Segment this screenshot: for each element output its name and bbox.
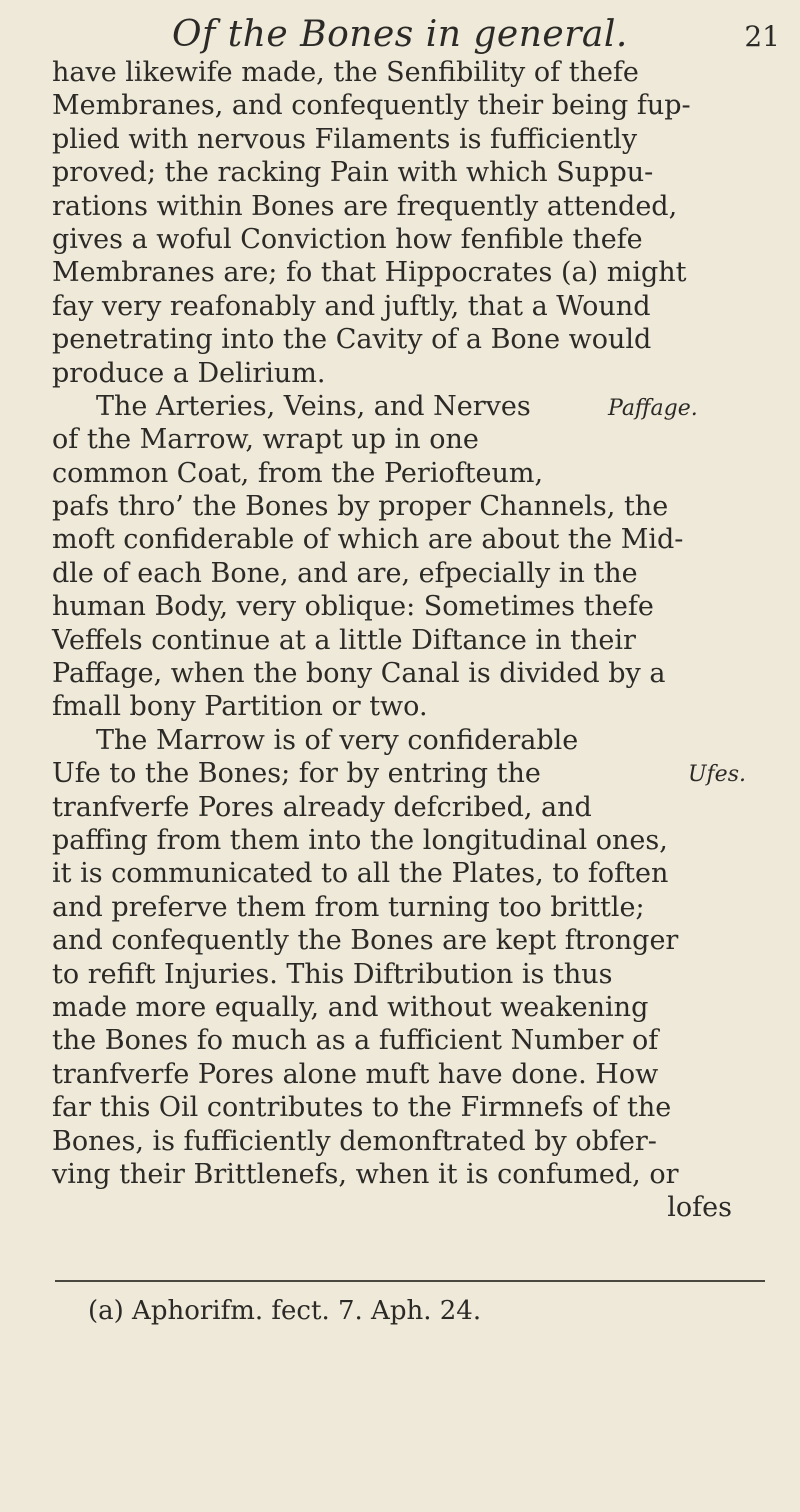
text-line: have likewife made, the Senfibility of thefe	[52, 57, 639, 88]
text-line: dle of each Bone, and are, efpecially in the	[52, 557, 638, 589]
text-line: Membranes, and confequently their being fup-	[52, 90, 691, 122]
text-line: far this Oil contributes to the Firmnefs of the	[52, 1092, 672, 1124]
text-line: The Marrow is of very confiderable	[96, 724, 579, 756]
text-line: The Arteries, Veins, and Nerves	[96, 390, 531, 422]
text-line: Bones, is fufficiently demonftrated by obfer-	[52, 1125, 657, 1157]
catchword: lofes	[667, 1192, 732, 1224]
text-line: produce a Delirium.	[52, 357, 326, 389]
text-line: proved; the racking Pain with which Suppu-	[52, 157, 654, 189]
footnote: (a) Aphorifm. fect. 7. Aph. 24.	[88, 1296, 482, 1326]
text-line: Membranes are; fo that Hippocrates (a) might	[52, 257, 687, 289]
body-text	[52, 56, 762, 1225]
text-line: and confequently the Bones are kept ftronger	[52, 925, 679, 957]
text-line: and preferve them from turning too brittle;	[52, 891, 645, 923]
text-line: it is communicated to all the Plates, to foften	[52, 858, 669, 890]
text-line: plied with nervous Filaments is fufficiently	[52, 123, 638, 155]
text-line: the Bones fo much as a fufficient Number of	[52, 1025, 659, 1057]
text-line: human Body, very oblique: Sometimes thefe	[52, 591, 654, 623]
page-number: 21	[744, 20, 780, 53]
text-line: pafs thro’ the Bones by proper Channels, the	[52, 491, 669, 523]
text-line: fmall bony Partition or two.	[52, 691, 428, 723]
footnote-rule	[55, 1280, 765, 1282]
text-line: gives a woful Conviction how fenfible thefe	[52, 223, 643, 255]
margin-note-passage: Paffage.	[608, 396, 698, 421]
text-line: Ufe to the Bones; for by entring the	[52, 758, 541, 790]
text-line: moft confiderable of which are about the Mid-	[52, 524, 684, 556]
text-line: Paffage, when the bony Canal is divided by a	[52, 658, 666, 690]
text-line: rations within Bones are frequently attended,	[52, 190, 678, 222]
text-line: Veffels continue at a little Diftance in their	[52, 624, 636, 656]
text-line: common Coat, from the Periofteum,	[52, 457, 544, 489]
text-line: fay very reafonably and juftly, that a Wound	[52, 290, 651, 322]
text-line: paffing from them into the longitudinal ones,	[52, 824, 668, 856]
text-line: tranfverfe Pores alone muft have done. How	[52, 1058, 659, 1090]
text-line: penetrating into the Cavity of a Bone would	[52, 324, 652, 356]
text-line: made more equally, and without weakening	[52, 991, 649, 1023]
margin-note-uses: Ufes.	[688, 762, 746, 787]
text-line: to refift Injuries. This Diftribution is thus	[52, 958, 613, 990]
text-line: of the Marrow, wrapt up in one	[52, 424, 479, 456]
text-line: tranfverfe Pores already defcribed, and	[52, 791, 592, 823]
text-line: ving their Brittlenefs, when it is confumed, or	[52, 1158, 679, 1190]
running-head: Of the Bones in general.	[172, 14, 628, 55]
